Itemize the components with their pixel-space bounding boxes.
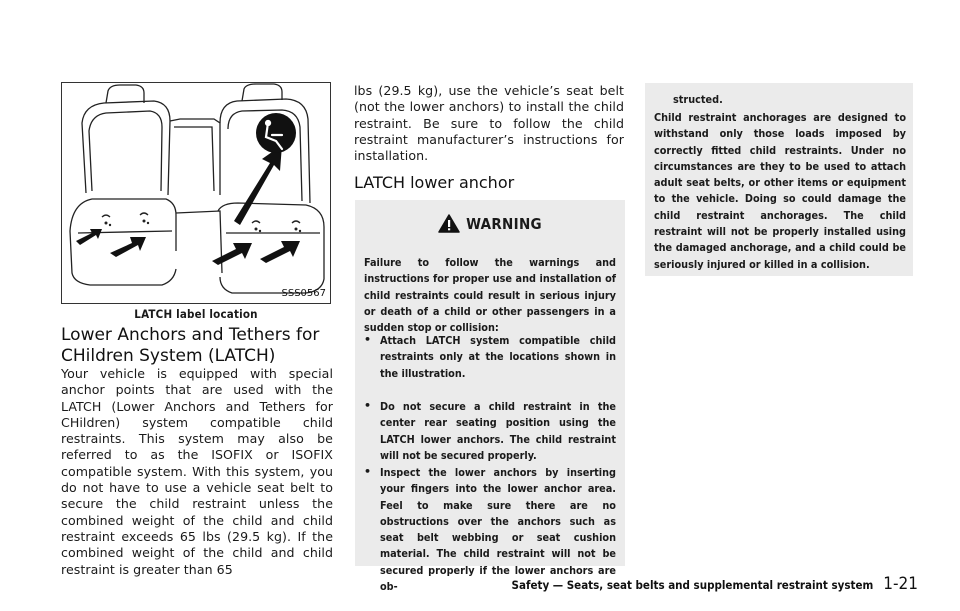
warning-triangle-icon [438, 214, 460, 233]
bullet-dot: • [364, 465, 372, 478]
warning-box-continued [645, 83, 913, 276]
page-footer [510, 574, 918, 594]
figure-caption: LATCH label location [134, 307, 258, 321]
child-seat-latch-icon [256, 113, 296, 153]
section-body: Your vehicle is equipped with special anchor points that are used with the LATCH (Lower Anchors and Tethers for CHildren) system compatible child restraints. This system may also be referred to as the ISOFIX or ISOFIX compatible system. With this system, you do not have to use a vehicle seat belt to secure the child restraint unless the combined weight of the child and child restraint exceeds 65 lbs (29.5 kg). If the combined weight of the child and child restraint is greater than 65 [61, 366, 333, 577]
section-heading: Lower Anchors and Tethers for CHildren System (LATCH) [61, 325, 320, 366]
rear-seat-illustration [62, 83, 332, 305]
warning-continued-first: structed. [673, 93, 723, 106]
figure-code: SSS0567 [281, 288, 326, 299]
warning-title: WARNING [466, 215, 542, 233]
section-body-continued: lbs (29.5 kg), use the vehicle’s seat belt (not the lower anchors) to install the child restraint. Be sure to follow the child restraint manufacturer’s instructions for installation. [354, 83, 624, 164]
warning-title-row [355, 214, 625, 233]
warning-intro: Failure to follow the warnings and instructions for proper use and installation of child restraints could result in serious injury or death of a child or other passengers in a sudden stop or collision: [364, 256, 616, 335]
warning-box [355, 200, 625, 594]
warning-bullet-text: Attach LATCH system compatible child restraints only at the locations shown in the illustration. [380, 334, 616, 380]
warning-bullet-text: Inspect the lower anchors by inserting your fingers into the lower anchor area. Feel to make sure there are no obstructions over the anchors such as seat belt webbing or seat cushion material. The child restraint will not be secured properly if the lower anchors are ob- [380, 466, 616, 594]
page-number: 1-21 [883, 574, 918, 594]
warning-bullet-text: Do not secure a child restraint in the center rear seating position using the LATCH lower anchors. The child restraint will not be secured properly. [380, 400, 616, 462]
subsection-heading: LATCH lower anchor [354, 173, 515, 192]
bullet-dot: • [364, 333, 372, 346]
bullet-dot: • [364, 399, 372, 412]
footer-text: Safety — Seats, seat belts and supplemental restraint system [511, 578, 874, 592]
latch-illustration [61, 82, 331, 304]
warning-continued-paragraph: Child restraint anchorages are designed to withstand only those loads imposed by correctly fitted child restraints. Under no circumstances are they to be used to attach adult seat belts, or other items or equipment to the vehicle. Doing so could damage the child restraint anchorages. The child restraint will not be properly installed using the damaged anchorage, and a child could be seriously injured or killed in a collision. [654, 111, 906, 271]
